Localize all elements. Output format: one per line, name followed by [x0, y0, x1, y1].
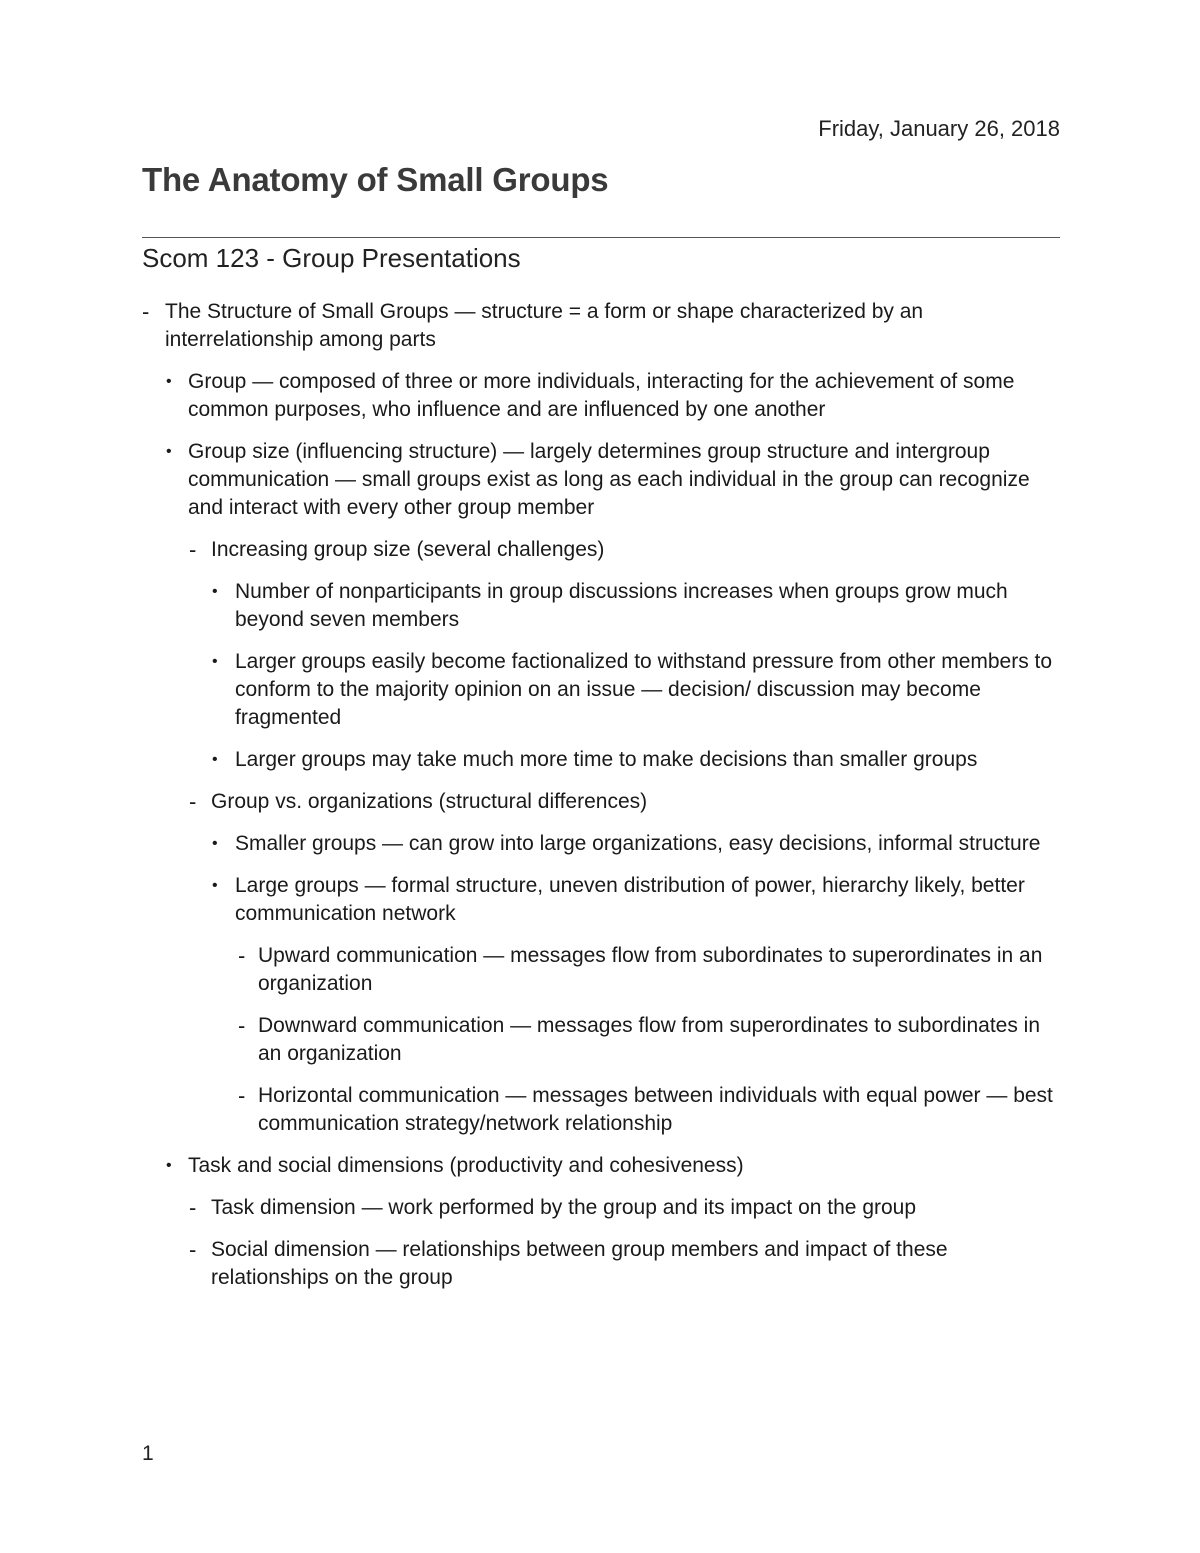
- list-item-text: Upward communication — messages flow from subordinates to superordinates in an organization: [258, 944, 1043, 995]
- document-date: Friday, January 26, 2018: [818, 116, 1060, 141]
- dash-bullet-icon: -: [238, 1013, 246, 1038]
- list-item-text: Task and social dimensions (productivity and cohesiveness): [188, 1154, 744, 1177]
- list-item: [142, 788, 1060, 816]
- dash-bullet-icon: -: [238, 1083, 246, 1108]
- list-item: [142, 298, 1060, 354]
- list-item-text: Horizontal communication — messages between individuals with equal power — best communication strategy/network relationship: [258, 1084, 1053, 1135]
- list-item: [142, 536, 1060, 564]
- title-divider: [142, 237, 1060, 238]
- dot-bullet-icon: •: [212, 583, 218, 600]
- list-item-text: Larger groups easily become factionalized to withstand pressure from other members to conform to the majority opinion on an issue — decision/ discussion may become fragmented: [235, 650, 1053, 729]
- list-item: [142, 1012, 1060, 1068]
- dot-bullet-icon: •: [212, 653, 218, 670]
- list-item: [142, 942, 1060, 998]
- list-item: [142, 648, 1060, 732]
- page-number: 1: [142, 1442, 154, 1465]
- document-title: The Anatomy of Small Groups: [142, 161, 609, 198]
- list-item: [142, 368, 1060, 424]
- dash-bullet-icon: -: [189, 1237, 197, 1262]
- dot-bullet-icon: •: [166, 1157, 172, 1174]
- list-item-text: Task dimension — work performed by the group and its impact on the group: [211, 1196, 917, 1219]
- list-item: [142, 1082, 1060, 1138]
- list-item: [142, 1236, 1060, 1292]
- list-item-text: Increasing group size (several challenges): [211, 538, 605, 561]
- dash-bullet-icon: -: [142, 299, 150, 324]
- dot-bullet-icon: •: [212, 835, 218, 852]
- list-item: [142, 578, 1060, 634]
- list-item: [142, 1152, 1060, 1180]
- dot-bullet-icon: •: [166, 373, 172, 390]
- list-item: [142, 872, 1060, 928]
- dash-bullet-icon: -: [189, 537, 197, 562]
- list-item: [142, 746, 1060, 774]
- list-item-text: The Structure of Small Groups — structure = a form or shape characterized by an interrelationship among parts: [165, 300, 924, 351]
- section-heading: Scom 123 - Group Presentations: [142, 243, 521, 273]
- dash-bullet-icon: -: [189, 789, 197, 814]
- list-item-text: Downward communication — messages flow from superordinates to subordinates in an organization: [258, 1014, 1041, 1065]
- list-item: [142, 830, 1060, 858]
- list-item-text: Larger groups may take much more time to make decisions than smaller groups: [235, 748, 978, 771]
- dot-bullet-icon: •: [212, 751, 218, 768]
- list-item-text: Large groups — formal structure, uneven distribution of power, hierarchy likely, better communication network: [235, 874, 1025, 925]
- list-item-text: Group vs. organizations (structural differences): [211, 790, 648, 813]
- list-item-text: Group — composed of three or more individuals, interacting for the achievement of some common purposes, who influence and are influenced by one another: [188, 370, 1015, 421]
- dash-bullet-icon: -: [238, 943, 246, 968]
- dot-bullet-icon: •: [212, 877, 218, 894]
- list-item-text: Smaller groups — can grow into large organizations, easy decisions, informal structure: [235, 832, 1041, 855]
- list-item: [142, 438, 1060, 522]
- list-item-text: Social dimension — relationships between group members and impact of these relationships on the group: [211, 1238, 948, 1289]
- list-item-text: Number of nonparticipants in group discussions increases when groups grow much beyond seven members: [235, 580, 1008, 631]
- notes-list: [142, 298, 1060, 1306]
- list-item-text: Group size (influencing structure) — largely determines group structure and intergroup communication — small groups exist as long as each individual in the group can recognize and interact with every other group member: [188, 440, 1030, 519]
- list-item: [142, 1194, 1060, 1222]
- dot-bullet-icon: •: [166, 443, 172, 460]
- dash-bullet-icon: -: [189, 1195, 197, 1220]
